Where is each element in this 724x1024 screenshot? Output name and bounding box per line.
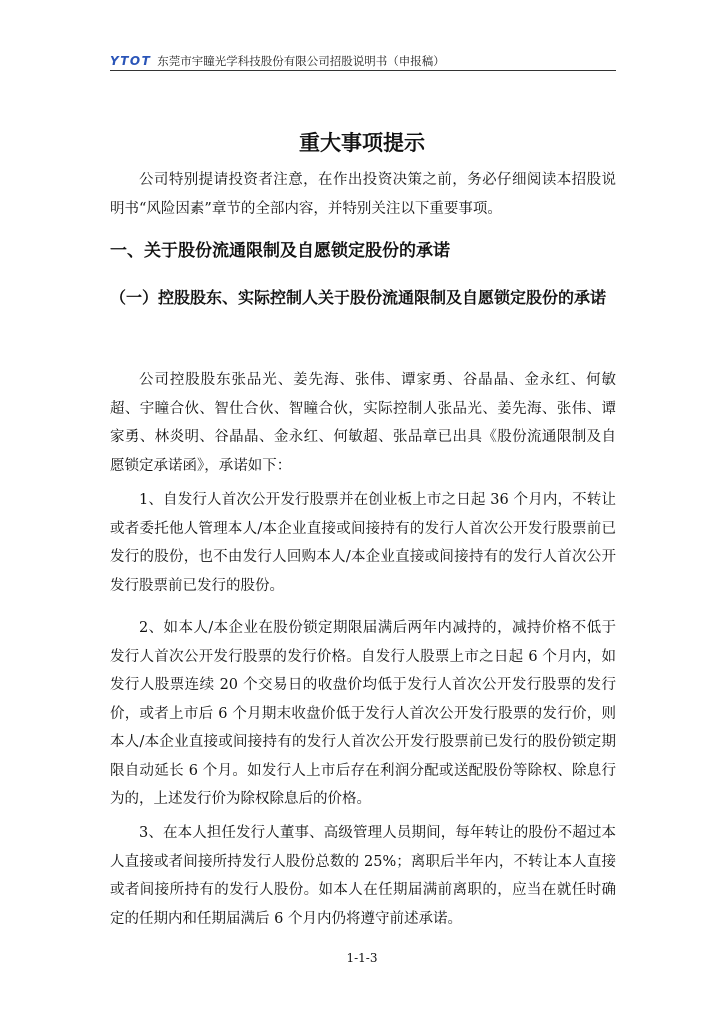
- company-logo: YTOT: [110, 54, 152, 68]
- section-heading: 一、关于股份流通限制及自愿锁定股份的承诺: [110, 241, 450, 261]
- body-paragraph: 公司控股股东张品光、姜先海、张伟、谭家勇、谷晶晶、金永红、何敏超、宇瞳合伙、智仕合伙、智瞳合伙，实际控制人张品光、姜先海、张伟、谭家勇、林炎明、谷晶晶、金永红、何敏超、张品章已出具《股份流通限制及自愿锁定承诺函》，承诺如下：: [110, 372, 616, 474]
- commitment-item-2: 2、如本人/本企业在股份锁定期限届满后两年内减持的，减持价格不低于发行人首次公开发行股票的发行价格。自发行人股票上市之日起 6 个月内，如发行人股票连续 20 个交易日的收盘价均低于发行人首次公开发行股票的发行价，或者上市后 6 个月期末收盘价低于发行人首次公开发行股票的发行价，则本人/本企业直接或间接持有的发行人首次公开发行股票前已发行的股份锁定期限自动延长 6 个月。如发行人上市后存在利润分配或送配股份等除权、除息行为的，上述发行价为除权除息后的价格。: [110, 620, 616, 807]
- header-title: 东莞市宇瞳光学科技股份有限公司招股说明书（申报稿）: [157, 54, 445, 68]
- subsection-heading: （一）控股股东、实际控制人关于股份流通限制及自愿锁定股份的承诺: [110, 288, 607, 307]
- page-number: 1-1-3: [346, 951, 378, 965]
- commitment-item-1: 1、自发行人首次公开发行股票并在创业板上市之日起 36 个月内，不转让或者委托他人管理本人/本企业直接或间接持有的发行人首次公开发行股票前已发行的股份，也不由发行人回购本人/本企业直接或间接持有的发行人首次公开发行股票前已发行的股份。: [110, 492, 616, 594]
- page-header: [110, 52, 616, 71]
- commitment-item-3: 3、在本人担任发行人董事、高级管理人员期间，每年转让的股份不超过本人直接或者间接所持发行人股份总数的 25%；离职后半年内，不转让本人直接或者间接所持有的发行人股份。如本人在任期届满前离职的，应当在就任时确定的任期内和任期届满后 6 个月内仍将遵守前述承诺。: [110, 825, 616, 927]
- intro-paragraph: 公司特别提请投资者注意，在作出投资决策之前，务必仔细阅读本招股说明书“风险因素”章节的全部内容，并特别关注以下重要事项。: [110, 172, 616, 217]
- page-title: 重大事项提示: [299, 131, 425, 156]
